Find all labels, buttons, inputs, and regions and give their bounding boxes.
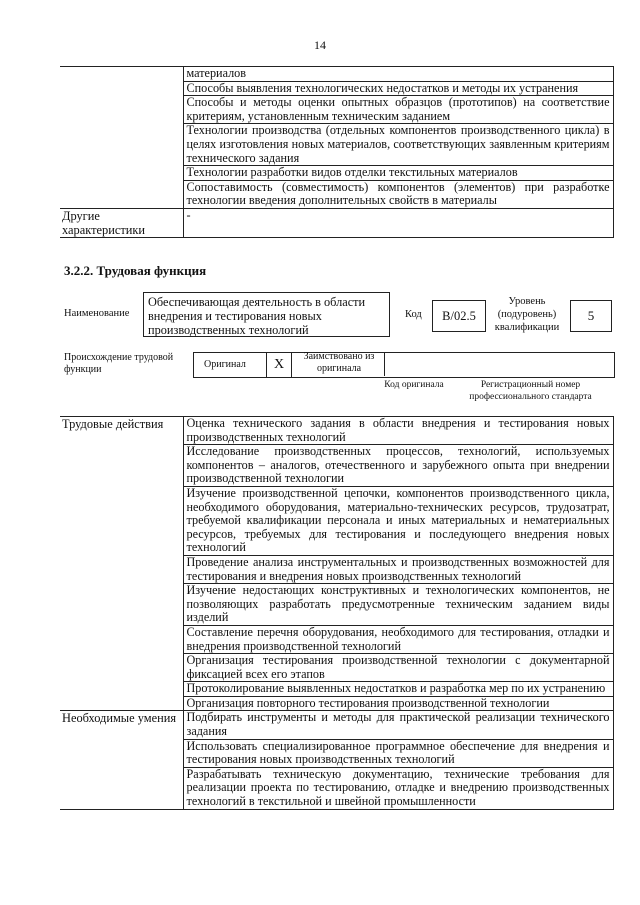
labor-action-cell: Изучение производственной цепочки, компонентов производственного цикла, необходимого оборудования, материально-технических ресурсов, трудозатрат, требуемой квалификации персонала и иных материальных и нематериальных ресурсов, требуемых для тестирования и последующего внедрения новых технологий: [183, 486, 613, 555]
page-number: 14: [314, 38, 326, 52]
origin-code-cell: [384, 352, 445, 376]
level-label: Уровень (подуровень) квалификации: [494, 296, 560, 333]
labor-action-cell: Протоколирование выявленных недостатков и разработка мер по их устранению: [183, 682, 613, 697]
knowledge-label-cell: [60, 67, 183, 209]
other-characteristics-value: -: [183, 208, 613, 237]
knowledge-cell: Способы выявления технологических недостатков и методы их устранения: [183, 81, 613, 96]
table-row: [60, 208, 613, 237]
skill-cell: Подбирать инструменты и методы для практической реализации технического задания: [183, 711, 613, 739]
knowledge-cell: Технологии производства (отдельных компонентов производственного цикла) в целях изготовления новых материалов, соответствующих заявленным критериям технического задания: [183, 124, 613, 166]
original-label: Оригинал: [204, 359, 246, 370]
table-row: [60, 417, 613, 445]
labor-action-cell: Оценка технического задания в области внедрения и тестирования новых производственных технологий: [183, 417, 613, 445]
name-label: Наименование: [64, 308, 130, 319]
skills-label: Необходимые умения: [60, 711, 183, 809]
knowledge-cell: Технологии разработки видов отделки текстильных материалов: [183, 166, 613, 181]
original-mark-box: X: [266, 352, 292, 378]
origin-label: Происхождение трудовой функции: [64, 352, 174, 375]
code-box: B/02.5: [432, 300, 486, 332]
labor-action-cell: Проведение анализа инструментальных и производственных возможностей для тестирования и внедрения новых производственных технологий: [183, 555, 613, 583]
labor-action-cell: Организация повторного тестирования производственной технологии: [183, 696, 613, 711]
labor-action-cell: Исследование производственных процессов, технологий, используемых компонентов – аналогов, отечественного и зарубежного опыта при внедрении производственной технологии: [183, 445, 613, 487]
code-caption: Код оригинала: [384, 380, 444, 390]
code-label: Код: [405, 309, 422, 320]
labor-action-cell: Изучение недостающих конструктивных и технологических компонентов, не позволяющих разработать предусмотренные техническим заданием виды изделий: [183, 584, 613, 626]
function-name-box: Обеспечивающая деятельность в области внедрения и тестирования новых производственных технологий: [143, 292, 390, 337]
other-characteristics-label: Другие характеристики: [60, 208, 183, 237]
table-row: [60, 67, 613, 82]
labor-action-cell: Организация тестирования производственной технологии с документарной фиксацией всех его этапов: [183, 654, 613, 682]
labor-actions-label: Трудовые действия: [60, 417, 183, 711]
knowledge-table: [60, 66, 614, 238]
function-table: [60, 416, 614, 810]
knowledge-cell: материалов: [183, 67, 613, 82]
skill-cell: Использовать специализированное программное обеспечение для внедрения и тестирования новых производственных технологий: [183, 739, 613, 767]
skill-cell: Разрабатывать техническую документацию, технические требования для реализации проекта по тестированию, отладке и внедрению производственных технологий в текстильной и швейной промышленности: [183, 767, 613, 809]
borrowed-label: Заимствовано из оригинала: [303, 351, 375, 374]
level-box: 5: [570, 300, 612, 332]
knowledge-cell: Способы и методы оценки опытных образцов (прототипов) на соответствие критериям, установленным техническим заданием: [183, 96, 613, 124]
table-row: [60, 711, 613, 739]
knowledge-cell: Сопоставимость (совместимость) компонентов (элементов) при разработке технологии введения дополнительных свойств в материалы: [183, 180, 613, 208]
labor-action-cell: Составление перечня оборудования, необходимого для тестирования, отладки и внедрения производственной технологий: [183, 625, 613, 653]
section-title: 3.2.2. Трудовая функция: [64, 263, 207, 278]
reg-caption: Регистрационный номер профессионального стандарта: [469, 380, 592, 402]
